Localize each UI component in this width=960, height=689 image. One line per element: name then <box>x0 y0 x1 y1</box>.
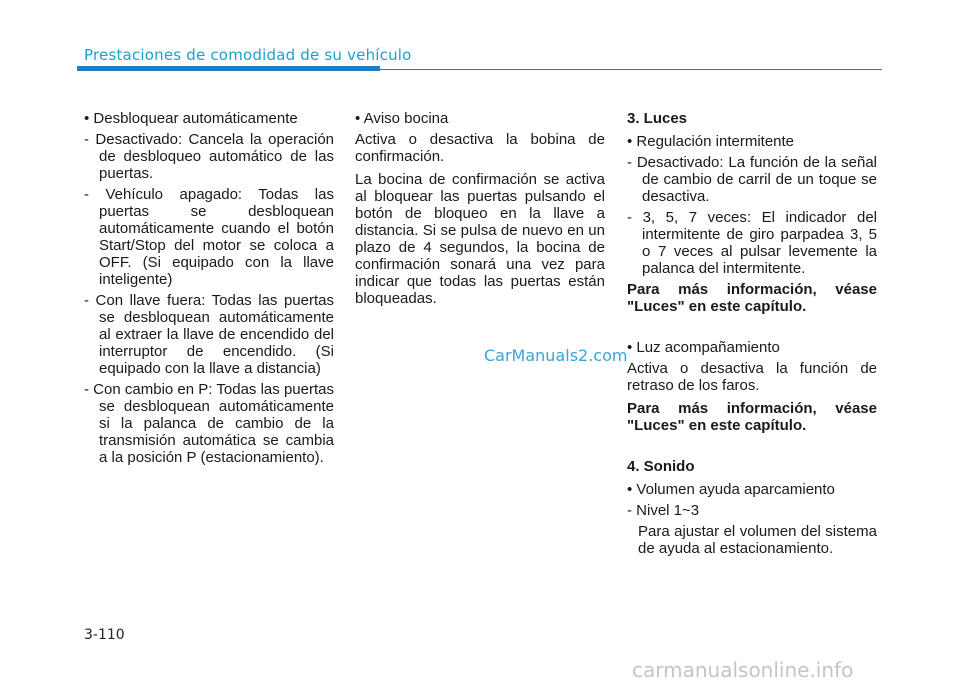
bullet-volumen: • Volumen ayuda aparcamiento <box>627 481 835 498</box>
bullet-regulacion: • Regulación intermitente <box>627 133 795 150</box>
item-desactivado-luces: - Desactivado: La función de la señal de cambio de carril de un toque se desactiva. <box>627 154 877 205</box>
watermark-carmanuals2: CarManuals2.com <box>484 346 628 365</box>
header-rule-thick <box>77 66 380 71</box>
item-llave-fuera: - Con llave fuera: Todas las puertas se desbloquean automáticamente al extraer la llave de encendido del interruptor de encendido. (Si equipado con la llave a distancia) <box>84 292 334 377</box>
spacer <box>627 321 877 339</box>
paragraph-volumen: Para ajustar el volumen del sistema de ayuda al estacionamiento. <box>638 523 877 557</box>
item-nivel: - Nivel 1~3 <box>627 502 700 519</box>
paragraph-faros: Activa o desactiva la función de retraso de los faros. <box>627 360 877 394</box>
column-1 <box>84 110 334 470</box>
item-cambio-p: - Con cambio en P: Todas las puertas se desbloquean automáticamente si la palanca de cambio de la transmisión automática se cambia a la posición P (estacionamiento). <box>84 381 334 466</box>
spacer <box>627 440 877 458</box>
item-desactivado: - Desactivado: Cancela la operación de desbloqueo automático de las puertas. <box>84 131 334 182</box>
note-luces-1: Para más información, véase "Luces" en este capítulo. <box>627 281 877 315</box>
bullet-auto-unlock: • Desbloquear automáticamente <box>84 110 298 127</box>
column-3 <box>627 110 877 563</box>
column-2 <box>355 110 605 313</box>
item-veces: - 3, 5, 7 veces: El indicador del intermitente de giro parpadea 3, 5 o 7 veces al pulsar levemente la palanca del intermitente. <box>627 209 877 277</box>
bullet-luz-acompanamiento: • Luz acompañamiento <box>627 339 780 356</box>
item-vehiculo-apagado: - Vehículo apagado: Todas las puertas se desbloquean automáticamente cuando el botón Start/Stop del motor se coloca a OFF. (Si equipado con la llave inteligente) <box>84 186 334 288</box>
heading-luces: 3. Luces <box>627 110 688 127</box>
watermark-carmanualsonline: carmanualsonline.info <box>632 658 854 682</box>
section-title: Prestaciones de comodidad de su vehículo <box>84 46 412 64</box>
paragraph-bocina-2: La bocina de confirmación se activa al bloquear las puertas pulsando el botón de bloqueo en la llave a distancia. Si se pulsa de nuevo en un plazo de 4 segundos, la bocina de confirmación sonará una vez para indicar que todas las puertas están bloqueadas. <box>355 171 605 307</box>
bullet-aviso-bocina: • Aviso bocina <box>355 110 449 127</box>
page-number: 3-110 <box>84 627 125 643</box>
paragraph-bocina-1: Activa o desactiva la bobina de confirmación. <box>355 131 605 165</box>
note-luces-2: Para más información, véase "Luces" en este capítulo. <box>627 400 877 434</box>
heading-sonido: 4. Sonido <box>627 458 695 475</box>
header-rule-thin <box>380 69 882 70</box>
